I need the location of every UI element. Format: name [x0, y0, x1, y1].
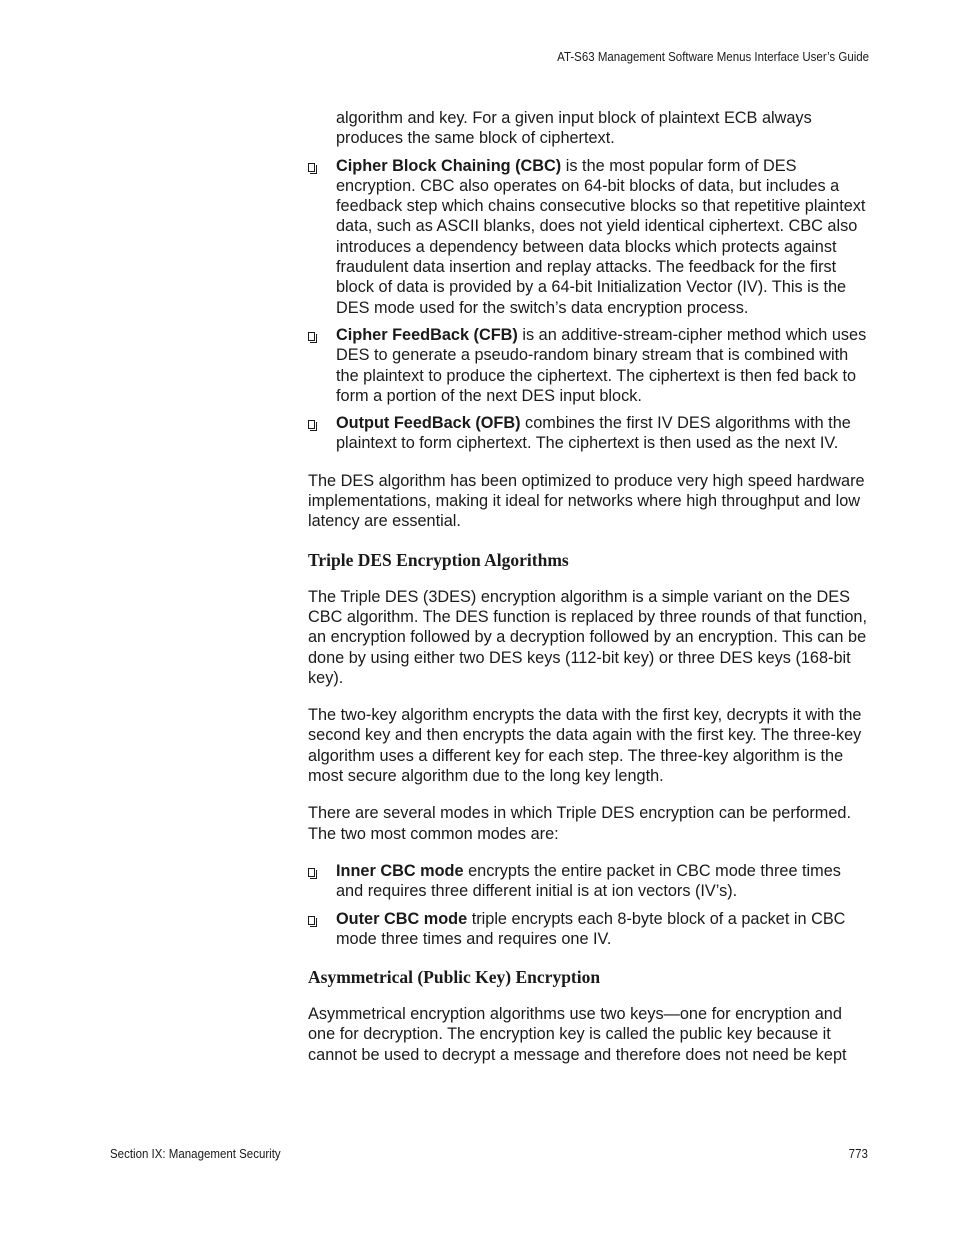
term-outer-cbc: Outer CBC mode [336, 909, 468, 928]
triple-des-p1: The Triple DES (3DES) encryption algorithm is a simple variant on the DES CBC algorithm. The DES function is replaced by three rounds of that function, an encryption followed by a decryption followed by an encryption. This can be done by using either two DES keys (112-bit key) or three DES keys (168-bit key). [308, 587, 867, 687]
checkbox-bullet-icon [308, 868, 315, 877]
desc-cfb: is an additive-stream-cipher method which uses DES to generate a pseudo-random binary stream that is combined with the plaintext to produce the ciphertext. The ciphertext is then fed back to form a portion of the next DES input block. [336, 325, 867, 405]
des-modes-list [308, 156, 868, 454]
desc-ofb: combines the first IV DES algorithms with the plaintext to form ciphertext. The ciphertext is then used as the next IV. [336, 414, 851, 453]
page-body [308, 108, 868, 1082]
term-cfb: Cipher FeedBack (CFB) [336, 325, 518, 344]
list-item-ofb [308, 413, 868, 454]
heading-asymmetric: Asymmetrical (Public Key) Encryption [308, 967, 601, 988]
asymmetric-p1: Asymmetrical encryption algorithms use two keys—one for encryption and one for decryption. The encryption key is called the public key because it cannot be used to decrypt a message and therefore does not need be kept [308, 1005, 847, 1064]
heading-triple-des: Triple DES Encryption Algorithms [308, 549, 569, 570]
triple-des-modes-list [308, 861, 868, 949]
intro-continuation: algorithm and key. For a given input block of plaintext ECB always produces the same block of ciphertext. [336, 109, 812, 148]
list-item-inner-cbc [308, 861, 868, 902]
triple-des-p2: The two-key algorithm encrypts the data with the first key, decrypts it with the second key and then encrypts the data again with the first key. The three-key algorithm uses a different key for each step. The three-key algorithm is the most secure algorithm due to the long key length. [308, 706, 862, 786]
footer-section: Section IX: Management Security [110, 1147, 281, 1161]
desc-cbc: is the most popular form of DES encryption. CBC also operates on 64-bit blocks of data, but includes a feedback step which chains consecutive blocks so that repetitive plaintext data, such as ASCII blanks, does not yield identical ciphertext. CBC also introduces a dependency between data blocks which protects against fraudulent data insertion and replay attacks. The feedback for the first block of data is provided by a 64-bit Initialization Vector (IV). This is the DES mode used for the switch’s data encryption process. [336, 156, 866, 317]
desc-outer-cbc: triple encrypts each 8-byte block of a packet in CBC mode three times and requires one IV. [336, 909, 846, 948]
triple-des-p3: There are several modes in which Triple DES encryption can be performed. The two most common modes are: [308, 804, 851, 843]
list-item-cfb [308, 325, 868, 406]
des-summary: The DES algorithm has been optimized to produce very high speed hardware implementations, making it ideal for networks where high throughput and low latency are essential. [308, 471, 865, 531]
running-header: AT-S63 Management Software Menus Interface User’s Guide [557, 50, 869, 64]
checkbox-bullet-icon [308, 332, 315, 341]
term-cbc: Cipher Block Chaining (CBC) [336, 156, 562, 175]
checkbox-bullet-icon [308, 420, 315, 429]
term-inner-cbc: Inner CBC mode [336, 861, 464, 880]
desc-inner-cbc: encrypts the entire packet in CBC mode three times and requires three different initial is at ion vectors (IV’s). [336, 861, 841, 901]
checkbox-bullet-icon [308, 163, 315, 172]
checkbox-bullet-icon [308, 916, 315, 925]
term-ofb: Output FeedBack (OFB) [336, 414, 521, 433]
list-item-outer-cbc [308, 909, 868, 950]
page-number: 773 [848, 1147, 868, 1161]
list-item-cbc [308, 156, 868, 318]
